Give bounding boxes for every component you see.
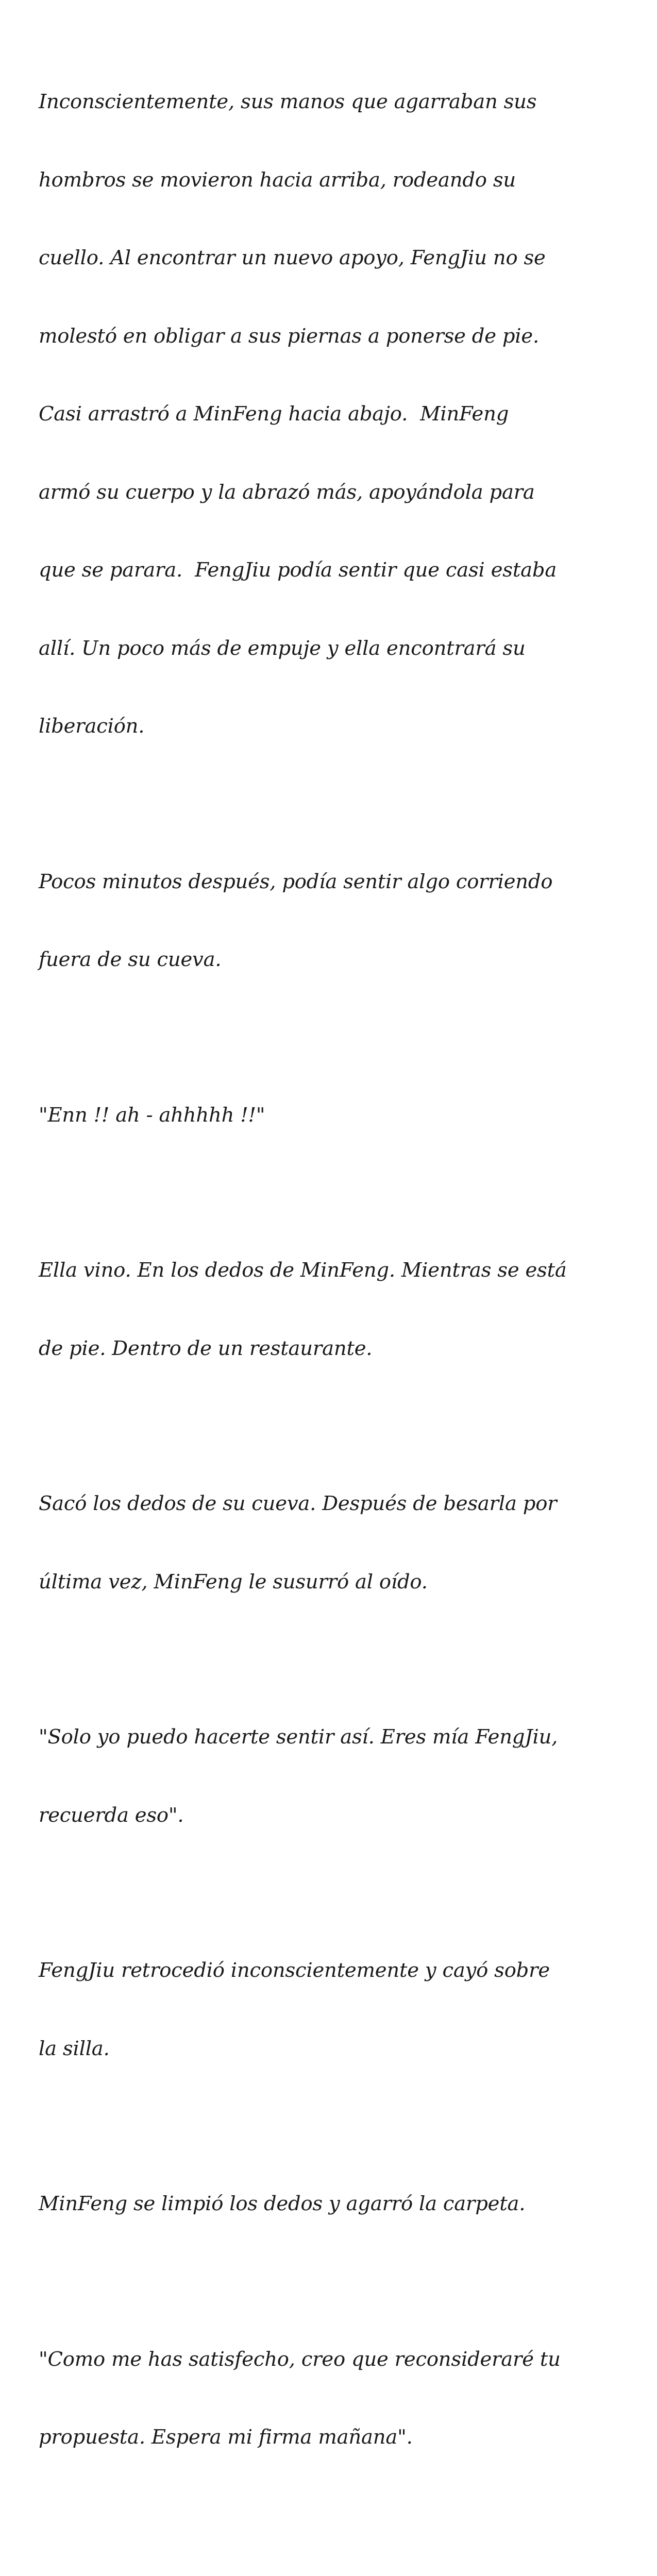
- text-line: Pocos minutos después, podía sentir algo corriendo: [39, 869, 626, 895]
- text-line: Casi arrastró a MinFeng hacia abajo. MinFeng: [39, 401, 626, 428]
- text-line: fuera de su cueva.: [39, 947, 626, 973]
- text-line: allí. Un poco más de empuje y ella encontrará su: [39, 636, 626, 662]
- text-line: Sacó los dedos de su cueva. Después de besarla por: [39, 1491, 626, 1517]
- text-line: "Solo yo puedo hacerte sentir así. Eres mía FengJiu,: [39, 1724, 626, 1751]
- paragraph-2: [39, 817, 626, 1025]
- text-line: cuello. Al encontrar un nuevo apoyo, FengJiu no se: [39, 245, 626, 272]
- paragraph-7: [39, 1906, 626, 2114]
- text-line: hombros se movieron hacia arriba, rodeando su: [39, 167, 626, 194]
- text-line: recuerda eso".: [39, 1803, 626, 1829]
- text-line: de pie. Dentro de un restaurante.: [39, 1336, 626, 1362]
- text-line: molestó en obligar a sus piernas a ponerse de pie.: [39, 324, 626, 350]
- text-line: MinFeng se limpió los dedos y agarró la carpeta.: [39, 2191, 626, 2217]
- text-line: que se parara. FengJiu podía sentir que casi estaba: [39, 557, 626, 584]
- paragraph-8: [39, 2139, 626, 2269]
- paragraph-3: [39, 1050, 626, 1181]
- text-line: última vez, MinFeng le susurró al oído.: [39, 1569, 626, 1596]
- text-line: "Como me has satisfecho, creo que reconsideraré tu: [39, 2347, 626, 2373]
- text-line: armó su cuerpo y la abrazó más, apoyándola para: [39, 480, 626, 506]
- paragraph-5: [39, 1439, 626, 1647]
- text-line: Inconscientemente, sus manos que agarraban sus: [39, 89, 626, 115]
- text-line: FengJiu retrocedió inconscientemente y cayó sobre: [39, 1958, 626, 1984]
- text-line: propuesta. Espera mi firma mañana".: [39, 2425, 626, 2451]
- text-line: "Enn !! ah - ahhhhh !!": [39, 1103, 626, 1129]
- text-line: liberación.: [39, 714, 626, 740]
- paragraph-10: [39, 2528, 626, 2576]
- text-line: Ella vino. En los dedos de MinFeng. Mientras se está: [39, 1258, 626, 1284]
- paragraph-6: [39, 1672, 626, 1880]
- text-line: la silla.: [39, 2036, 626, 2062]
- paragraph-1: [39, 37, 626, 792]
- paragraph-9: [39, 2295, 626, 2503]
- paragraph-4: [39, 1206, 626, 1414]
- document-page: [0, 0, 657, 1082]
